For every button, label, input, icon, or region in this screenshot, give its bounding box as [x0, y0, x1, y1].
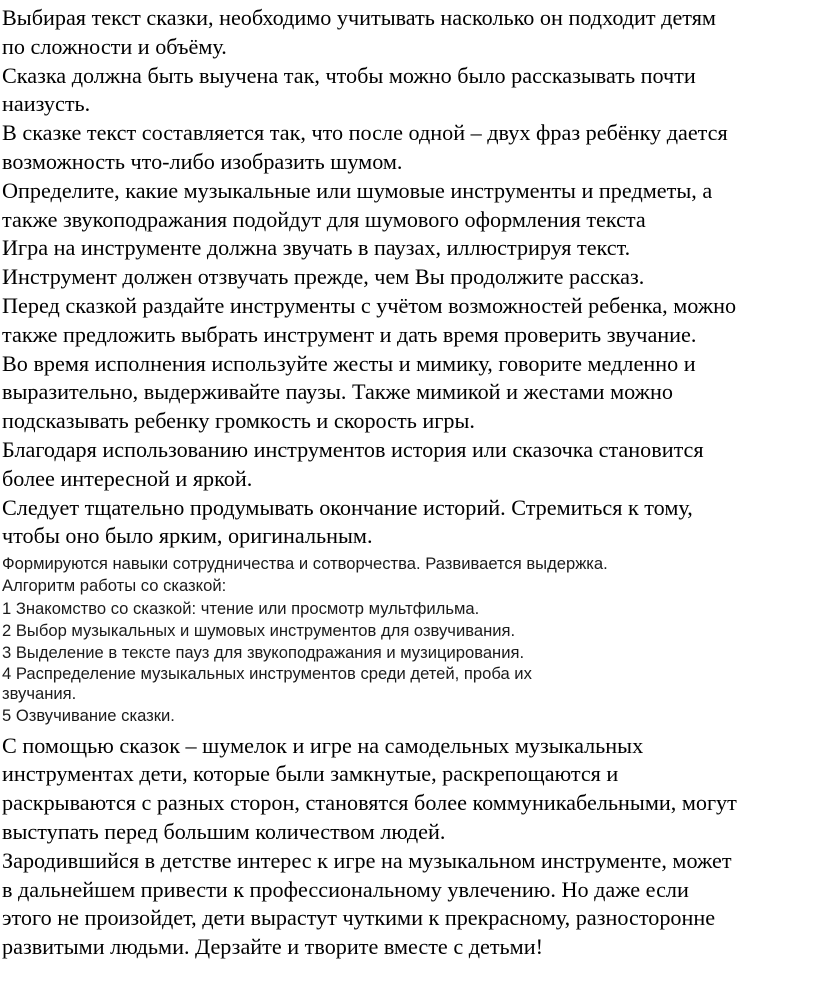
- text-line: по сложности и объёму.: [2, 33, 227, 59]
- text-line: развитыми людьми. Дерзайте и творите вместе с детьми!: [2, 934, 543, 960]
- paragraph-text-selection: [2, 4, 810, 62]
- text-line: Выбирая текст сказки, необходимо учитывать насколько он подходит детям: [2, 5, 716, 30]
- algorithm-step: 4 Распределение музыкальных инструментов среди детей, проба их: [2, 664, 532, 684]
- text-line: Перед сказкой раздайте инструменты с учётом возможностей ребенка, можно: [2, 292, 737, 318]
- paragraph-benefits: [2, 732, 810, 847]
- text-line: Определите, какие музыкальные или шумовые инструменты и предметы, а: [2, 177, 713, 203]
- text-line: более интересной и яркой.: [2, 465, 253, 491]
- algorithm-step-continuation: звучания.: [2, 684, 77, 704]
- text-line: Во время исполнения используйте жесты и мимику, говорите медленно и: [2, 350, 696, 376]
- text-line: Следует тщательно продумывать окончание историй. Стремиться к тому,: [2, 494, 693, 520]
- paragraph-sound-out: [2, 263, 810, 292]
- text-line: В сказке текст составляется так, что после одной – двух фраз ребёнку дается: [2, 120, 728, 146]
- paragraph-conclusion: [2, 847, 810, 962]
- algorithm-step: 3 Выделение в тексте пауз для звукоподражания и музицирования.: [2, 642, 525, 662]
- paragraph-distribute: [2, 292, 810, 350]
- text-line: Игра на инструменте должна звучать в паузах, иллюстрируя текст.: [2, 235, 631, 261]
- text-line: Благодаря использованию инструментов история или сказочка становится: [2, 436, 704, 462]
- text-line: инструментах дети, которые были замкнутые, раскрепощаются и: [2, 761, 619, 787]
- text-line: также предложить выбрать инструмент и дать время проверить звучание.: [2, 321, 697, 347]
- paragraph-pauses: [2, 234, 810, 263]
- paragraph-interest: [2, 436, 810, 494]
- text-line: Сказка должна быть выучена так, чтобы можно было рассказывать почти: [2, 62, 696, 88]
- paragraph-instruments: [2, 177, 810, 235]
- algorithm-step: 5 Озвучивание сказки.: [2, 706, 175, 726]
- text-line: С помощью сказок – шумелок и игре на самодельных музыкальных: [2, 732, 644, 758]
- intro-section: [2, 4, 810, 551]
- text-line: раскрываются с разных сторон, становятся более коммуникабельными, могут: [2, 790, 737, 816]
- paragraph-phrases: [2, 119, 810, 177]
- paragraph-memorize: [2, 62, 810, 120]
- text-line: в дальнейшем привести к профессиональному увлечению. Но даже если: [2, 876, 689, 902]
- text-line: Зародившийся в детстве интерес к игре на музыкальном инструменте, может: [2, 847, 732, 873]
- text-line: также звукоподражания подойдут для шумового оформления текста: [2, 206, 646, 232]
- algorithm-step: 2 Выбор музыкальных и шумовых инструментов для озвучивания.: [2, 620, 516, 640]
- algorithm-step: 1 Знакомство со сказкой: чтение или просмотр мультфильма.: [2, 598, 480, 618]
- text-line: этого не произойдет, дети вырастут чуткими к прекрасному, разносторонне: [2, 905, 716, 931]
- text-line: чтобы оно было ярким, оригинальным.: [2, 523, 373, 549]
- skills-line: Формируются навыки сотрудничества и сотворчества. Развивается выдержка.: [2, 554, 608, 574]
- paragraph-gestures: [2, 350, 810, 436]
- text-line: Инструмент должен отзвучать прежде, чем Вы продолжите рассказ.: [2, 264, 645, 290]
- text-line: выразительно, выдерживайте паузы. Также мимикой и жестами можно: [2, 379, 673, 405]
- algorithm-heading: Алгоритм работы со сказкой:: [2, 576, 227, 596]
- text-line: наизусть.: [2, 91, 91, 117]
- algorithm-section: [2, 553, 810, 727]
- text-line: выступать перед большим количеством людей.: [2, 818, 446, 844]
- paragraph-ending: [2, 494, 810, 552]
- text-line: возможность что-либо изобразить шумом.: [2, 148, 403, 174]
- closing-section: [2, 732, 810, 962]
- text-line: подсказывать ребенку громкость и скорость игры.: [2, 408, 475, 434]
